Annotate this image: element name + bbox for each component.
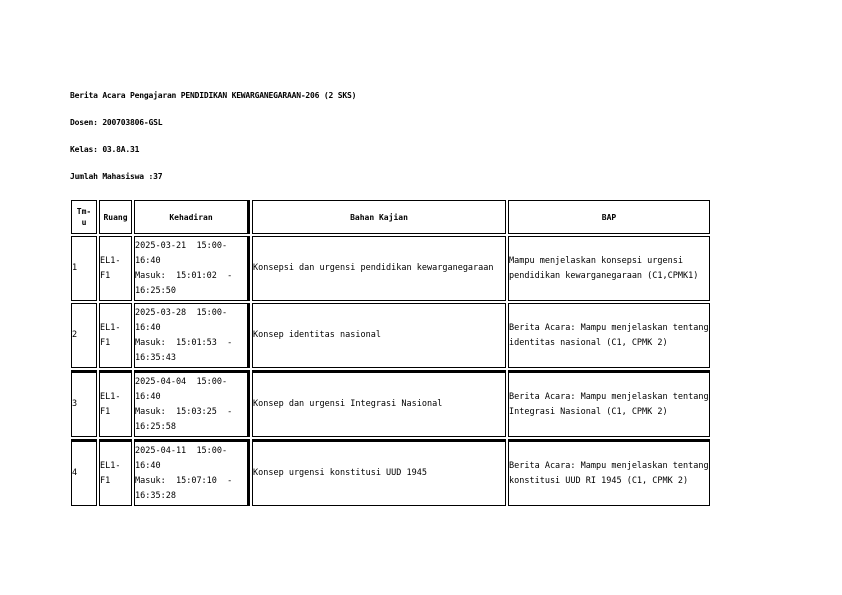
col-header-tm: Tm- u xyxy=(71,200,97,234)
masuk-jam: 15:07:10 xyxy=(175,475,217,486)
cell-bap: Berita Acara: Mampu menjelaskan tentang konstitusi UUD RI 1945 (C1, CPMK 2) xyxy=(508,439,710,506)
jadwal-selesai: 16:40 xyxy=(135,460,161,471)
masuk-separator: - xyxy=(227,475,233,486)
kehadiran-masuk xyxy=(135,405,247,420)
jadwal-jam: 15:00- xyxy=(196,376,228,387)
jadwal-selesai: 16:40 xyxy=(135,391,161,402)
cell-tm: 2 xyxy=(71,303,97,368)
col-header-kehadiran: Kehadiran xyxy=(134,200,250,234)
cell-bap: Berita Acara: Mampu menjelaskan tentang Integrasi Nasional (C1, CPMK 2) xyxy=(508,370,710,437)
table-row xyxy=(71,439,710,506)
cell-bahan-kajian: Konsep urgensi konstitusi UUD 1945 xyxy=(252,439,506,506)
keluar-jam: 16:35:28 xyxy=(135,490,176,501)
keluar-jam: 16:25:50 xyxy=(135,285,176,296)
kehadiran-masuk xyxy=(135,474,247,489)
masuk-label: Masuk: xyxy=(135,337,166,348)
document-title: Berita Acara Pengajaran PENDIDIKAN KEWARGANEGARAAN-206 (2 SKS) xyxy=(70,91,357,100)
masuk-label: Masuk: xyxy=(135,475,166,486)
jadwal-tanggal: 2025-03-21 xyxy=(135,240,187,251)
masuk-label: Masuk: xyxy=(135,406,166,417)
kehadiran-masuk xyxy=(135,336,247,351)
col-header-bap: BAP xyxy=(508,200,710,234)
masuk-label: Masuk: xyxy=(135,270,166,281)
cell-ruang: EL1- F1 xyxy=(99,236,132,301)
keluar-jam: 16:35:43 xyxy=(135,352,176,363)
cell-ruang: EL1- F1 xyxy=(99,439,132,506)
cell-kehadiran xyxy=(134,303,250,368)
jumlah-mahasiswa-line: Jumlah Mahasiswa :37 xyxy=(70,172,163,181)
kehadiran-jadwal xyxy=(135,375,247,390)
masuk-jam: 15:01:02 xyxy=(175,270,217,281)
jadwal-jam: 15:00- xyxy=(196,240,228,251)
kehadiran-jadwal xyxy=(135,239,247,254)
masuk-separator: - xyxy=(227,337,233,348)
masuk-jam: 15:03:25 xyxy=(175,406,217,417)
table-body xyxy=(71,236,710,506)
cell-kehadiran xyxy=(134,439,250,506)
jadwal-tanggal: 2025-03-28 xyxy=(135,307,187,318)
cell-kehadiran xyxy=(134,236,250,301)
jadwal-tanggal: 2025-04-04 xyxy=(135,376,187,387)
table-row xyxy=(71,236,710,301)
cell-tm: 1 xyxy=(71,236,97,301)
jadwal-selesai: 16:40 xyxy=(135,255,161,266)
jadwal-jam: 15:00- xyxy=(196,307,228,318)
cell-tm: 4 xyxy=(71,439,97,506)
masuk-separator: - xyxy=(227,270,233,281)
kehadiran-jadwal xyxy=(135,306,247,321)
masuk-jam: 15:01:53 xyxy=(175,337,217,348)
col-header-bahan-kajian: Bahan Kajian xyxy=(252,200,506,234)
dosen-line: Dosen: 200703806-GSL xyxy=(70,118,163,127)
kehadiran-jadwal xyxy=(135,444,247,459)
cell-bap: Mampu menjelaskan konsepsi urgensi pendidikan kewarganegaraan (C1,CPMK1) xyxy=(508,236,710,301)
table-row xyxy=(71,370,710,437)
cell-bahan-kajian: Konsep dan urgensi Integrasi Nasional xyxy=(252,370,506,437)
kehadiran-masuk xyxy=(135,269,247,284)
header-row xyxy=(71,200,710,234)
keluar-jam: 16:25:58 xyxy=(135,421,176,432)
table-header xyxy=(71,200,710,234)
bap-table xyxy=(69,198,712,508)
cell-bahan-kajian: Konsepsi dan urgensi pendidikan kewarganegaraan xyxy=(252,236,506,301)
cell-kehadiran xyxy=(134,370,250,437)
cell-bahan-kajian: Konsep identitas nasional xyxy=(252,303,506,368)
cell-ruang: EL1- F1 xyxy=(99,303,132,368)
col-header-ruang: Ruang xyxy=(99,200,132,234)
table-row xyxy=(71,303,710,368)
jadwal-jam: 15:00- xyxy=(196,445,228,456)
jadwal-selesai: 16:40 xyxy=(135,322,161,333)
cell-bap: Berita Acara: Mampu menjelaskan tentang identitas nasional (C1, CPMK 2) xyxy=(508,303,710,368)
cell-ruang: EL1- F1 xyxy=(99,370,132,437)
kelas-line: Kelas: 03.8A.31 xyxy=(70,145,140,154)
cell-tm: 3 xyxy=(71,370,97,437)
masuk-separator: - xyxy=(227,406,233,417)
jadwal-tanggal: 2025-04-11 xyxy=(135,445,187,456)
